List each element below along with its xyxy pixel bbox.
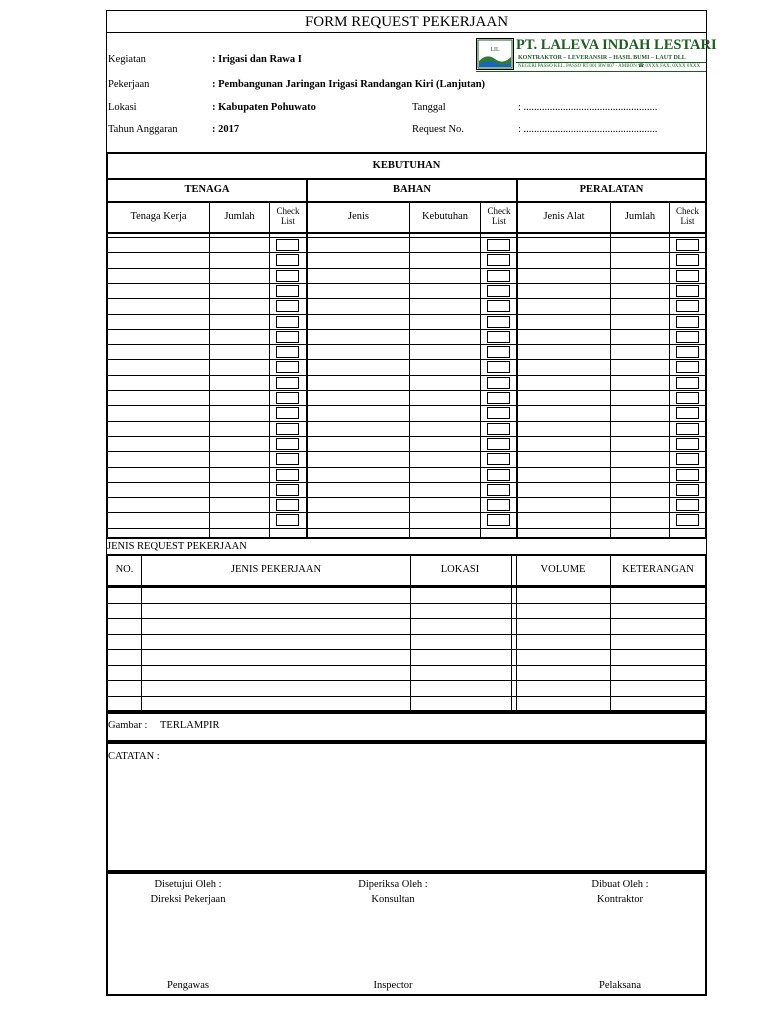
company-address: NEGERI PASSO KEL. PASSO RT.001 RW.007 - AMBON ☎ 0XXX FAX. 0XXX 0XXX <box>518 64 701 69</box>
checklist-checkbox[interactable] <box>276 316 299 328</box>
checklist-checkbox[interactable] <box>276 392 299 404</box>
company-logo-icon <box>477 39 513 69</box>
company-underline <box>516 62 706 63</box>
tanggal-value[interactable]: : ................................................... <box>518 102 658 113</box>
sign-dibuat-title: Dibuat Oleh : <box>591 879 649 890</box>
checklist-checkbox[interactable] <box>676 285 699 297</box>
table-row-line <box>108 467 705 468</box>
checklist-checkbox[interactable] <box>487 392 510 404</box>
tahun-anggaran-value: : 2017 <box>212 124 240 135</box>
col-lokasi: LOKASI <box>440 564 480 575</box>
checklist-checkbox[interactable] <box>276 361 299 373</box>
catatan-label: CATATAN : <box>108 751 160 762</box>
group-peralatan: PERALATAN <box>579 184 644 195</box>
checklist-checkbox[interactable] <box>487 453 510 465</box>
col-jumlah-tenaga: Jumlah <box>224 211 255 222</box>
lokasi-value: : Kabupaten Pohuwato <box>212 102 316 113</box>
sign-disetujui-role: Direksi Pekerjaan <box>150 894 226 905</box>
column-divider <box>410 556 411 710</box>
table-row-line <box>108 680 705 681</box>
checklist-checkbox[interactable] <box>276 254 299 266</box>
title-divider <box>106 32 707 33</box>
sign-diperiksa-title: Diperiksa Oleh : <box>358 879 428 890</box>
table-row-line <box>108 512 705 513</box>
checklist-checkbox[interactable] <box>276 346 299 358</box>
checklist-checkbox[interactable] <box>487 438 510 450</box>
gambar-label: Gambar : <box>108 720 148 731</box>
table-row-line <box>108 618 705 619</box>
table-row-line <box>108 329 705 330</box>
checklist-checkbox[interactable] <box>487 361 510 373</box>
column-divider <box>516 556 517 710</box>
checklist-checkbox[interactable] <box>676 239 699 251</box>
table-row-line <box>108 603 705 604</box>
checklist-checkbox[interactable] <box>676 300 699 312</box>
group-bahan: BAHAN <box>393 184 431 195</box>
checklist-checkbox[interactable] <box>487 270 510 282</box>
checklist-checkbox[interactable] <box>487 239 510 251</box>
kegiatan-value: : Irigasi dan Rawa I <box>212 54 302 65</box>
checklist-checkbox[interactable] <box>487 254 510 266</box>
col-tenaga-kerja: Tenaga Kerja <box>130 211 187 222</box>
checklist-checkbox[interactable] <box>676 377 699 389</box>
table-row-line <box>108 451 705 452</box>
table-row-line <box>108 665 705 666</box>
jenis-request-box <box>106 554 707 712</box>
checklist-checkbox[interactable] <box>676 453 699 465</box>
table-row-line <box>108 649 705 650</box>
checklist-checkbox[interactable] <box>276 331 299 343</box>
checklist-checkbox[interactable] <box>276 377 299 389</box>
checklist-checkbox[interactable] <box>487 285 510 297</box>
sign-diperiksa-bottom: Inspector <box>373 980 413 991</box>
sign-dibuat-bottom: Pelaksana <box>599 980 641 991</box>
checklist-checkbox[interactable] <box>487 514 510 526</box>
checklist-checkbox[interactable] <box>676 346 699 358</box>
catatan-box[interactable] <box>106 742 707 872</box>
table-row-line <box>108 344 705 345</box>
checklist-checkbox[interactable] <box>676 270 699 282</box>
col-checklist-bahan: Check List <box>487 206 511 226</box>
column-divider <box>610 556 611 710</box>
pekerjaan-value: : Pembangunan Jaringan Irigasi Randangan Kiri (Lanjutan) <box>212 79 486 90</box>
checklist-checkbox[interactable] <box>676 423 699 435</box>
col-checklist-tenaga: Check List <box>276 206 300 226</box>
checklist-checkbox[interactable] <box>276 453 299 465</box>
column-divider <box>306 178 308 537</box>
col-jenis-alat: Jenis Alat <box>543 211 585 222</box>
company-logo <box>476 38 514 70</box>
column-divider <box>141 556 142 710</box>
col-volume: VOLUME <box>540 564 586 575</box>
lokasi-label: Lokasi <box>108 102 137 113</box>
company-underline-2 <box>476 71 706 72</box>
table-row-line <box>108 587 705 588</box>
table-row-line <box>108 634 705 635</box>
checklist-checkbox[interactable] <box>276 407 299 419</box>
checklist-checkbox[interactable] <box>276 484 299 496</box>
checklist-checkbox[interactable] <box>487 316 510 328</box>
company-name: PT. LALEVA INDAH LESTARI <box>516 37 717 53</box>
form-title: FORM REQUEST PEKERJAAN <box>304 14 509 30</box>
checklist-checkbox[interactable] <box>276 270 299 282</box>
table-row-line <box>108 252 705 253</box>
column-divider <box>511 556 512 710</box>
checklist-checkbox[interactable] <box>487 346 510 358</box>
checklist-checkbox[interactable] <box>487 377 510 389</box>
table-row-line <box>108 436 705 437</box>
checklist-checkbox[interactable] <box>676 392 699 404</box>
request-no-value[interactable]: : ................................................... <box>518 124 658 135</box>
sign-diperiksa-role: Konsultan <box>371 894 415 905</box>
col-checklist-alat: Check List <box>676 206 699 226</box>
col-jenis: Jenis <box>348 211 369 222</box>
col-jenis-pekerjaan: JENIS PEKERJAAN <box>230 564 322 575</box>
checklist-checkbox[interactable] <box>276 438 299 450</box>
tahun-anggaran-label: Tahun Anggaran <box>108 124 178 135</box>
table-row-line <box>108 696 705 697</box>
gambar-value: TERLAMPIR <box>160 720 220 731</box>
column-divider <box>516 178 518 537</box>
kebutuhan-title-divider <box>108 178 705 180</box>
table-row-line <box>108 298 705 299</box>
table-row-line <box>108 497 705 498</box>
checklist-checkbox[interactable] <box>487 499 510 511</box>
checklist-checkbox[interactable] <box>487 469 510 481</box>
checklist-checkbox[interactable] <box>487 423 510 435</box>
table-row-line <box>108 482 705 483</box>
checklist-checkbox[interactable] <box>276 499 299 511</box>
checklist-checkbox[interactable] <box>487 484 510 496</box>
col-jumlah-alat: Jumlah <box>624 211 656 222</box>
kebutuhan-title: KEBUTUHAN <box>372 160 441 171</box>
company-tagline: KONTRAKTOR – LEVERANSIR – HASIL BUMI – LAUT DLL <box>518 55 686 61</box>
checklist-checkbox[interactable] <box>276 285 299 297</box>
table-row-line <box>108 359 705 360</box>
checklist-checkbox[interactable] <box>276 300 299 312</box>
checklist-checkbox[interactable] <box>487 331 510 343</box>
checklist-checkbox[interactable] <box>276 469 299 481</box>
table-row-line <box>108 283 705 284</box>
col-kebutuhan: Kebutuhan <box>421 211 469 222</box>
checklist-checkbox[interactable] <box>487 300 510 312</box>
checklist-checkbox[interactable] <box>676 361 699 373</box>
checklist-checkbox[interactable] <box>676 499 699 511</box>
col-no: NO. <box>115 564 134 575</box>
checklist-checkbox[interactable] <box>676 254 699 266</box>
checklist-checkbox[interactable] <box>676 438 699 450</box>
jenis-request-title: JENIS REQUEST PEKERJAAN <box>107 541 247 552</box>
table-row-line <box>108 268 705 269</box>
table-row-line <box>108 314 705 315</box>
table-row-line <box>108 405 705 406</box>
table-row-line <box>108 375 705 376</box>
checklist-checkbox[interactable] <box>676 514 699 526</box>
checklist-checkbox[interactable] <box>487 407 510 419</box>
checklist-checkbox[interactable] <box>676 469 699 481</box>
table-row-line <box>108 390 705 391</box>
kegiatan-label: Kegiatan <box>108 54 146 65</box>
group-tenaga: TENAGA <box>184 184 230 195</box>
table-row-line <box>108 421 705 422</box>
checklist-checkbox[interactable] <box>276 423 299 435</box>
sign-disetujui-title: Disetujui Oleh : <box>154 879 222 890</box>
table-row-line <box>108 237 705 238</box>
col-keterangan: KETERANGAN <box>622 564 694 575</box>
sign-disetujui-bottom: Pengawas <box>167 980 209 991</box>
checklist-checkbox[interactable] <box>276 514 299 526</box>
tanggal-label: Tanggal <box>412 102 446 113</box>
checklist-checkbox[interactable] <box>676 407 699 419</box>
checklist-checkbox[interactable] <box>676 331 699 343</box>
checklist-checkbox[interactable] <box>676 316 699 328</box>
checklist-checkbox[interactable] <box>276 239 299 251</box>
pekerjaan-label: Pekerjaan <box>108 79 150 90</box>
request-no-label: Request No. <box>412 124 464 135</box>
column-header-divider <box>108 232 705 234</box>
logo-lettering: LIL <box>490 47 500 53</box>
group-divider <box>108 201 705 203</box>
table-row-line <box>108 528 705 529</box>
checklist-checkbox[interactable] <box>676 484 699 496</box>
sign-dibuat-role: Kontraktor <box>596 894 644 905</box>
